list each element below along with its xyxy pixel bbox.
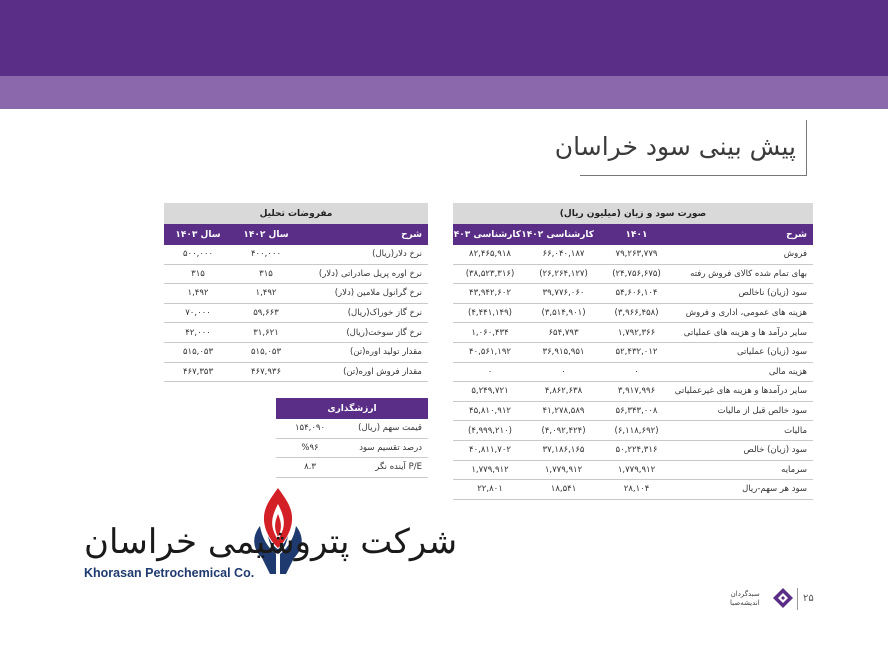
income-row-value: ۴,۸۶۲,۶۳۸ — [527, 382, 600, 402]
income-row-value: ۱۸,۵۴۱ — [527, 480, 600, 500]
assumption-row-label: نرخ دلار(ریال) — [300, 245, 428, 264]
valuation-row-value: ۸.۳ — [276, 458, 344, 478]
income-row-value: (۲۴,۷۵۶,۶۷۵) — [600, 264, 673, 284]
brand-name-english: Khorasan Petrochemical Co. — [84, 566, 255, 580]
assumption-row — [164, 245, 428, 264]
income-row-value: ۳۶,۹۱۵,۹۵۱ — [527, 342, 600, 362]
footer-divider — [797, 588, 798, 610]
income-row — [453, 460, 813, 480]
assumption-row — [164, 284, 428, 304]
brand-name-persian: شرکت پتروشیمی خراسان — [84, 522, 458, 562]
income-row-value: ۱,۷۷۹,۹۱۲ — [600, 460, 673, 480]
income-row-value: ۳,۹۱۷,۹۹۶ — [600, 382, 673, 402]
income-row-label: سود (زیان) خالص — [673, 440, 813, 460]
asset-manager-name-line2: اندیشه‌صبا — [730, 599, 760, 607]
income-row-value: (۳,۹۶۶,۴۵۸) — [600, 303, 673, 323]
income-row-value: ۴۱,۲۷۸,۵۸۹ — [527, 401, 600, 421]
income-statement-caption: صورت سود و زیان (میلیون ریال) — [453, 203, 813, 224]
valuation-table — [276, 398, 428, 478]
valuation-row — [276, 419, 428, 438]
assumption-row-label: نرخ گاز خوراک(ریال) — [300, 303, 428, 323]
income-row-value: ۵۴,۶۰۶,۱۰۴ — [600, 284, 673, 304]
income-row-label: هزینه های عمومی، اداری و فروش — [673, 303, 813, 323]
income-row — [453, 362, 813, 382]
income-row — [453, 440, 813, 460]
income-row-value: ۶۵۴,۷۹۳ — [527, 323, 600, 343]
income-row — [453, 323, 813, 343]
assumptions-col-header: سال ۱۴۰۳ — [164, 224, 232, 245]
income-row-label: سود هر سهم-ریال — [673, 480, 813, 500]
assumption-row-label: نرخ گاز سوخت(ریال) — [300, 323, 428, 343]
assumption-row-value: ۷۰,۰۰۰ — [164, 303, 232, 323]
income-row-value: ۱,۷۷۹,۹۱۲ — [527, 460, 600, 480]
income-row-value: ۵,۲۴۹,۷۲۱ — [453, 382, 527, 402]
assumption-row — [164, 362, 428, 382]
assumption-row — [164, 264, 428, 284]
income-row-value: (۲۶,۲۶۴,۱۲۷) — [527, 264, 600, 284]
income-row-value: ۴۰,۸۱۱,۷۰۲ — [453, 440, 527, 460]
assumption-row-value: ۴۶۷,۳۵۳ — [164, 362, 232, 382]
income-row — [453, 401, 813, 421]
income-row-label: سرمایه — [673, 460, 813, 480]
valuation-row-value: ۱۵۴,۰۹۰ — [276, 419, 344, 438]
asset-manager-logo-icon — [772, 587, 794, 609]
income-row-value: ۸۲,۴۶۵,۹۱۸ — [453, 245, 527, 264]
income-row-value: (۴,۴۴۱,۱۴۹) — [453, 303, 527, 323]
income-row-label: بهای تمام شده کالای فروش رفته — [673, 264, 813, 284]
income-row-label: سایر درآمدها و هزینه های غیرعملیاتی — [673, 382, 813, 402]
income-row — [453, 284, 813, 304]
income-row-label: سود (زیان) ناخالص — [673, 284, 813, 304]
income-row-value: ۲۸,۱۰۴ — [600, 480, 673, 500]
page-title: پیش بینی سود خراسان — [554, 132, 796, 161]
income-row-value: (۳۸,۵۲۳,۳۱۶) — [453, 264, 527, 284]
income-row — [453, 382, 813, 402]
income-row-value: ۱,۷۷۹,۹۱۲ — [453, 460, 527, 480]
asset-manager-name-line1: سبدگردان — [730, 590, 760, 598]
valuation-row-label: قیمت سهم (ریال) — [344, 419, 428, 438]
valuation-row — [276, 438, 428, 458]
income-row-value: ۵۰,۲۲۴,۳۱۶ — [600, 440, 673, 460]
income-col-header: شرح — [673, 224, 813, 245]
income-row-value: ۴۰,۵۶۱,۱۹۲ — [453, 342, 527, 362]
income-col-header: کارشناسی ۱۴۰۳ — [453, 224, 527, 245]
income-row-value: (۶,۱۱۸,۶۹۲) — [600, 421, 673, 441]
income-row-value: (۳,۵۱۴,۹۰۱) — [527, 303, 600, 323]
income-row — [453, 303, 813, 323]
income-col-header: کارشناسی ۱۴۰۲ — [527, 224, 600, 245]
income-row — [453, 480, 813, 500]
assumption-row-label: نرخ گرانول ملامین (دلار) — [300, 284, 428, 304]
income-row-value: ۷۹,۲۶۳,۷۷۹ — [600, 245, 673, 264]
income-row-label: هزینه مالی — [673, 362, 813, 382]
income-row-label: سایر درآمد ها و هزینه های عملیاتی — [673, 323, 813, 343]
assumptions-col-header: سال ۱۴۰۲ — [232, 224, 300, 245]
assumption-row-label: نرخ اوره پریل صادراتی (دلار) — [300, 264, 428, 284]
income-row-label: فروش — [673, 245, 813, 264]
income-row-value: ۵۶,۳۴۳,۰۰۸ — [600, 401, 673, 421]
assumption-row-value: ۵۱۵,۰۵۳ — [164, 342, 232, 362]
asset-manager-name — [730, 590, 760, 608]
assumption-row — [164, 303, 428, 323]
income-row — [453, 264, 813, 284]
assumption-row-value: ۵۹,۶۶۳ — [232, 303, 300, 323]
income-col-header: ۱۴۰۱ — [600, 224, 673, 245]
assumptions-caption: مفروضات تحلیل — [164, 203, 428, 224]
assumption-row-value: ۳۱۵ — [232, 264, 300, 284]
income-row-value: ۴۵,۸۱۰,۹۱۲ — [453, 401, 527, 421]
assumption-row-value: ۴۲,۰۰۰ — [164, 323, 232, 343]
assumption-row-value: ۴۶۷,۹۳۶ — [232, 362, 300, 382]
header-band — [0, 0, 888, 76]
assumption-row-value: ۵۰۰,۰۰۰ — [164, 245, 232, 264]
assumption-row-value: ۱,۴۹۲ — [232, 284, 300, 304]
title-divider-vertical — [806, 120, 807, 175]
assumptions-col-header: شرح — [300, 224, 428, 245]
page-number: ۲۵ — [803, 593, 814, 604]
income-row-value: ۰ — [453, 362, 527, 382]
income-row — [453, 421, 813, 441]
income-row-value: (۴,۹۹۹,۲۱۰) — [453, 421, 527, 441]
income-row-value: ۶۶,۰۴۰,۱۸۷ — [527, 245, 600, 264]
assumption-row-value: ۱,۴۹۲ — [164, 284, 232, 304]
assumption-row-value: ۳۱۵ — [164, 264, 232, 284]
income-row-value: ۲۲,۸۰۱ — [453, 480, 527, 500]
valuation-row-label: P/E آینده نگر — [344, 458, 428, 478]
income-row-label: سود خالص قبل از مالیات — [673, 401, 813, 421]
income-row-label: سود (زیان) عملیاتی — [673, 342, 813, 362]
income-statement-table — [448, 203, 813, 500]
assumption-row-label: مقدار تولید اوره(تن) — [300, 342, 428, 362]
income-row — [453, 245, 813, 264]
valuation-row-value: %۹۶ — [276, 438, 344, 458]
assumption-row — [164, 323, 428, 343]
income-row — [453, 342, 813, 362]
valuation-row — [276, 458, 428, 478]
income-row-value: (۴,۰۹۲,۴۲۴) — [527, 421, 600, 441]
valuation-row-label: درصد تقسیم سود — [344, 438, 428, 458]
title-divider-horizontal — [580, 175, 807, 176]
assumption-row-value: ۴۰۰,۰۰۰ — [232, 245, 300, 264]
income-row-label: مالیات — [673, 421, 813, 441]
income-row-value: ۰ — [527, 362, 600, 382]
assumption-row-value: ۵۱۵,۰۵۳ — [232, 342, 300, 362]
header-subband — [0, 76, 888, 109]
valuation-caption: ارزشگذاری — [276, 398, 428, 419]
income-row-value: ۴۳,۹۴۲,۶۰۲ — [453, 284, 527, 304]
income-row-value: ۱,۷۹۲,۳۶۶ — [600, 323, 673, 343]
assumptions-table — [164, 203, 428, 382]
income-row-value: ۳۹,۷۷۶,۰۶۰ — [527, 284, 600, 304]
income-row-value: ۳۷,۱۸۶,۱۶۵ — [527, 440, 600, 460]
assumption-row-label: مقدار فروش اوره(تن) — [300, 362, 428, 382]
income-row-value: ۰ — [600, 362, 673, 382]
income-row-value: ۱,۰۶۰,۴۳۴ — [453, 323, 527, 343]
income-row-value: ۵۲,۴۳۲,۰۱۲ — [600, 342, 673, 362]
assumption-row-value: ۳۱,۶۲۱ — [232, 323, 300, 343]
assumption-row — [164, 342, 428, 362]
